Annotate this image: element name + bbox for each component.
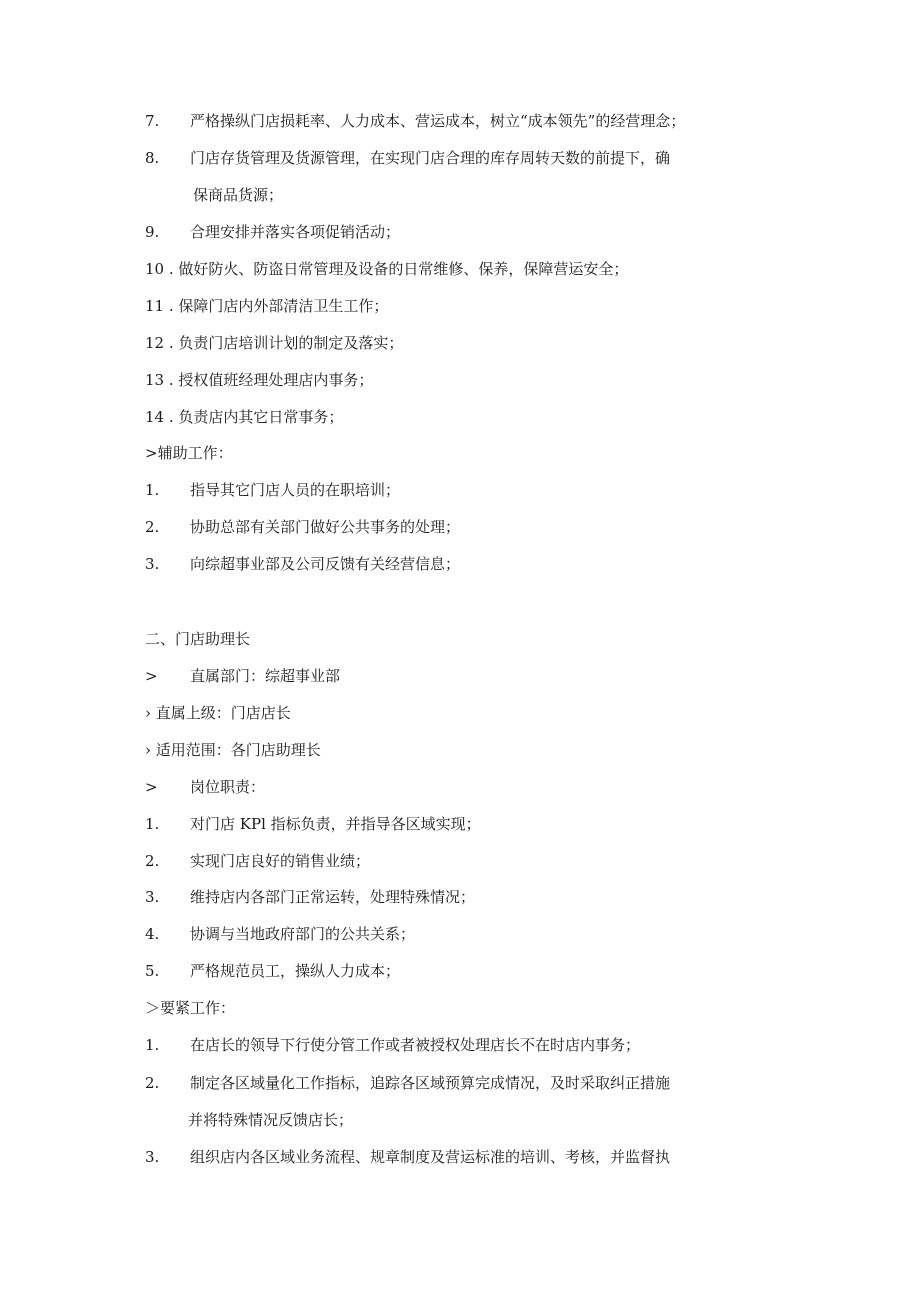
section-heading: > 岗位职责： <box>145 778 266 796</box>
section-heading: ＞要紧工作： <box>145 999 236 1017</box>
list-item: 4. 协调与当地政府部门的公共关系； <box>145 925 416 943</box>
list-item: 7. 严格操纵门店损耗率、人力成本、营运成本，树立“成本领先”的经营理念； <box>145 112 686 130</box>
list-item: 2. 制定各区域量化工作指标，追踪各区域预算完成情况，及时采取纠正措施 <box>145 1074 671 1092</box>
list-item: 3. 维持店内各部门正常运转，处理特殊情况； <box>145 888 476 906</box>
list-item: 10 . 做好防火、防盗日常管理及设备的日常维修、保养，保障营运安全； <box>145 260 629 278</box>
list-item: 13 . 授权值班经理处理店内事务； <box>145 371 374 389</box>
list-item: 1. 指导其它门店人员的在职培训； <box>145 481 401 499</box>
list-item: 3. 组织店内各区域业务流程、规章制度及营运标准的培训、考核，并监督执 <box>145 1148 671 1166</box>
list-item: 3. 向综超事业部及公司反馈有关经营信息； <box>145 555 461 573</box>
list-item: 2. 协助总部有关部门做好公共事务的处理； <box>145 518 461 536</box>
list-item: 1. 在店长的领导下行使分管工作或者被授权处理店长不在时店内事务； <box>145 1036 641 1054</box>
list-item-continuation: 并将特殊情况反馈店长； <box>188 1111 354 1129</box>
list-item-continuation: 保商品货源； <box>193 186 284 204</box>
list-item: 5. 严格规范员工，操纵人力成本； <box>145 962 401 980</box>
section-title: 二、门店助理长 <box>145 630 251 648</box>
section-heading: >辅助工作： <box>145 444 233 462</box>
info-item: > 直属部门：综超事业部 <box>145 667 341 685</box>
list-item: 2. 实现门店良好的销售业绩； <box>145 852 371 870</box>
list-item: 1. 对门店 KPl 指标负责，并指导各区域实现； <box>145 815 481 833</box>
list-item: 12 . 负责门店培训计划的制定及落实； <box>145 334 404 352</box>
info-item: › 直属上级：门店店长 <box>145 704 291 722</box>
list-item: 14 . 负责店内其它日常事务； <box>145 408 344 426</box>
list-item: 8. 门店存货管理及货源管理，在实现门店合理的库存周转天数的前提下，确 <box>145 149 671 167</box>
list-item: 9. 合理安排并落实各项促销活动； <box>145 223 401 241</box>
info-item: › 适用范围：各门店助理长 <box>145 741 321 759</box>
list-item: 11 . 保障门店内外部清洁卫生工作； <box>145 297 389 315</box>
